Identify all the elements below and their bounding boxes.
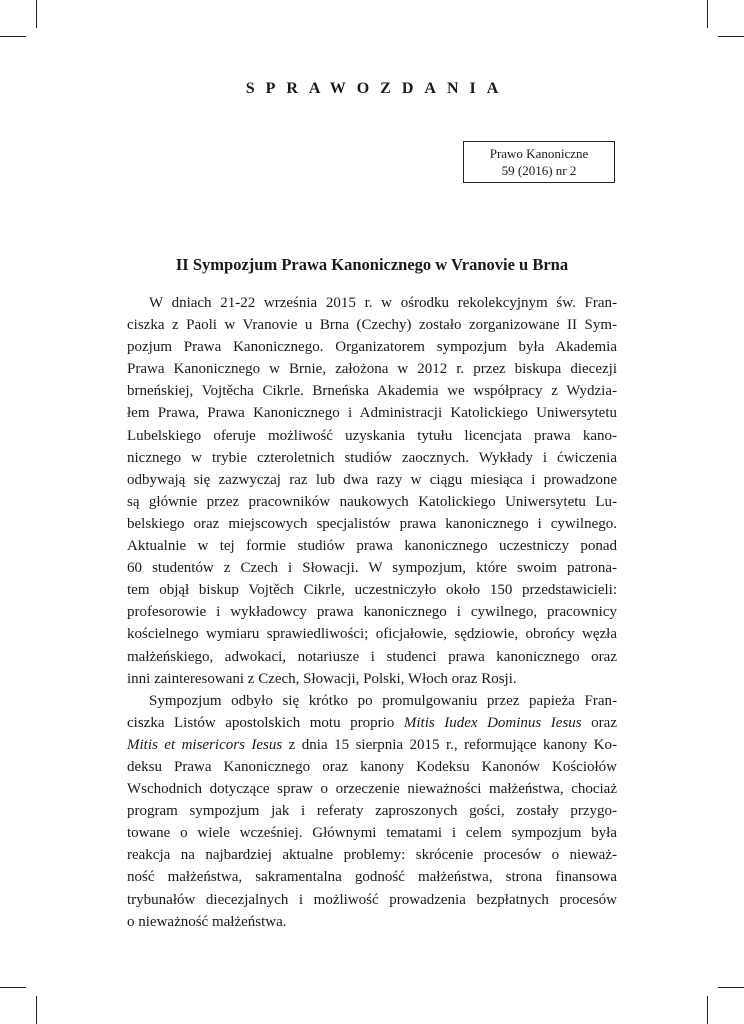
journal-citation-box [463,141,615,183]
text-line: 60 studentów z Czech i Słowacji. W sympozjum, które swoim patrona- [127,560,617,577]
text-line: Prawa Kanonicznego w Brnie, założona w 2012 r. przez biskupa diecezji [127,361,617,378]
text-line: Aktualnie w tej formie studiów prawa kanonicznego uczestniczy ponad [127,538,617,555]
text-line: ciszka z Paoli w Vranovie u Brna (Czechy) zostało zorganizowane II Sym- [127,317,617,334]
article-body [127,292,617,933]
crop-mark-bottom-left [36,996,37,1024]
section-title: SPRAWOZDANIA [245,80,510,97]
text-line: inni zainteresowani z Czech, Słowacji, Polski, Włoch oraz Rosji. [127,670,517,687]
text-line: ność małżeństwa, sakramentalna godność małżeństwa, strona finansowa [127,869,617,886]
text-line [127,734,617,756]
text-line: towane o wiele wcześniej. Głównymi tematami i celem sympozjum była [127,825,617,842]
crop-mark-bottom-right-h [718,987,744,988]
text-line: trybunałów diecezjalnych i możliwość prowadzenia bezpłatnych procesów [127,891,617,908]
crop-mark-bottom-left-h [0,987,26,988]
text-line: łem Prawa, Prawa Kanonicznego i Administracji Katolickiego Uniwersytetu [127,405,617,422]
paragraph-2 [127,690,617,933]
text-line: są głównie przez pracowników naukowych Katolickiego Uniwersytetu Lu- [127,493,617,510]
crop-mark-top-left-h [0,36,26,37]
document-title-italic: Mitis et misericors Iesus [127,736,283,753]
text-line: Sympozjum odbyło się krótko po promulgowaniu przez papieża Fran- [149,692,617,709]
journal-name: Prawo Kanoniczne [489,146,589,161]
text-line: reakcja na najbardziej aktualne problemy: skrócenie procesów o nieważ- [127,847,617,864]
text-line: Wschodnich dotyczące spraw o orzeczenie nieważności małżeństwa, chociaż [127,781,617,798]
text-line: belskiego oraz miejscowych specjalistów prawa kanonicznego i cywilnego. [127,515,617,532]
crop-mark-top-right-h [718,36,744,37]
crop-mark-bottom-right [707,996,708,1024]
text-line [127,712,617,734]
text-line: Lubelskiego oferuje możliwość uzyskania tytułu licencjata prawa kano- [127,427,617,444]
text-line: program sympozjum jak i referaty zaproszonych gości, zostały przygo- [127,803,617,820]
text-line: małżeńskiego, adwokaci, notariusze i studenci prawa kanonicznego oraz [127,648,617,665]
text-line: pozjum Prawa Kanonicznego. Organizatorem sympozjum była Akademia [127,339,617,356]
text-run: ciszka Listów apostolskich motu proprio [127,714,404,731]
text-line: brneńskiej, Vojtěcha Cikrle. Brneńska Akademia we współpracy z Wydzia- [127,383,617,400]
text-line: kościelnego wymiaru sprawiedliwości; oficjałowie, sędziowie, obrońcy węzła [127,626,617,643]
text-line: o nieważność małżeństwa. [127,913,287,930]
journal-issue: 59 (2016) nr 2 [501,163,577,178]
paragraph-1 [127,292,617,690]
crop-mark-top-left [36,0,37,28]
text-line: profesorowie i wykładowcy prawa kanonicznego i cywilnego, pracownicy [127,604,617,621]
text-line: odbywają się zazwyczaj raz lub dwa razy w ciągu miesiąca i prowadzone [127,471,617,488]
article-title: II Sympozjum Prawa Kanonicznego w Vranovie u Brna [175,255,569,274]
document-title-italic: Mitis Iudex Dominus Iesus [403,714,582,731]
text-run: oraz [581,714,617,731]
text-line: W dniach 21-22 września 2015 r. w ośrodku rekolekcyjnym św. Fran- [149,295,617,311]
text-line: nicznego w trybie czteroletnich studiów zaocznych. Wykłady i ćwiczenia [127,449,617,466]
text-line: deksu Prawa Kanonicznego oraz kanony Kodeksu Kanonów Kościołów [127,758,617,775]
text-line: tem objął biskup Vojtěch Cikrle, uczestniczyło około 150 przedstawicieli: [127,582,617,599]
text-run: z dnia 15 sierpnia 2015 r., reformujące kanony Ko- [282,736,617,753]
crop-mark-top-right [707,0,708,28]
